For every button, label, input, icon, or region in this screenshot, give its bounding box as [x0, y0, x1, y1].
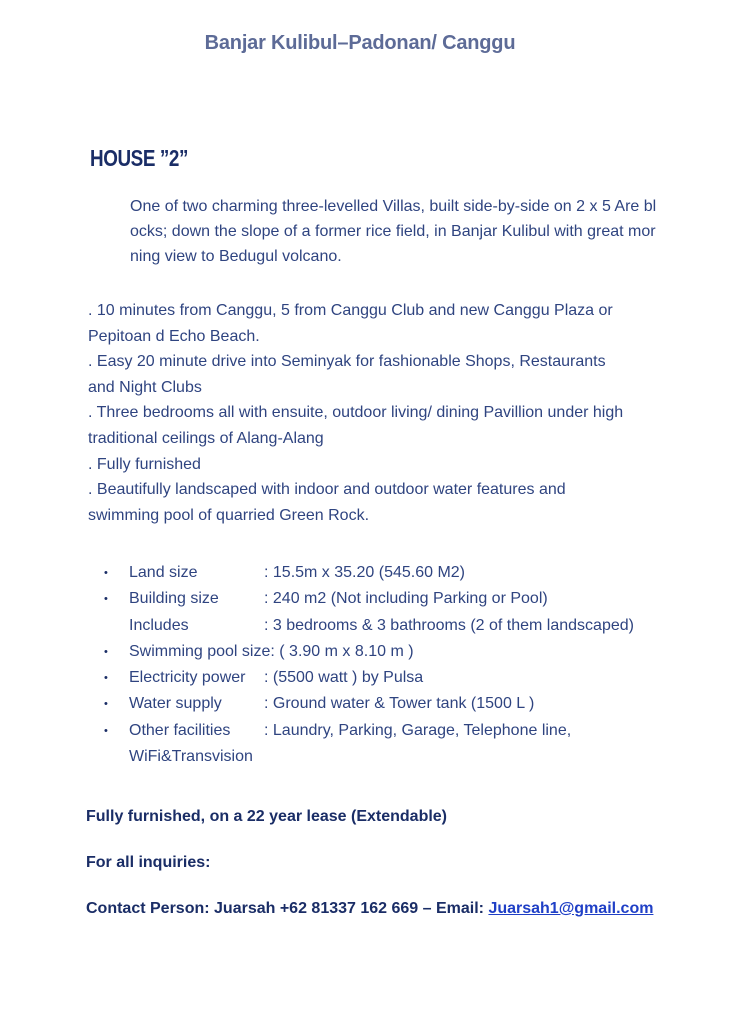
spec-label: Includes	[129, 616, 189, 634]
spec-land-size	[104, 560, 684, 586]
spec-label: Other facilities	[129, 721, 231, 739]
spec-value: WiFi&Transvision	[129, 748, 253, 766]
spec-other-facilities-continuation	[104, 744, 684, 770]
bullet-icon: •	[104, 724, 108, 737]
bullet-icon: •	[104, 593, 108, 606]
bullet-icon: •	[104, 645, 108, 658]
spec-includes	[104, 613, 684, 639]
spec-value: : 240 m2 (Not including Parking or Pool)	[264, 590, 548, 608]
spec-value: Swimming pool size: ( 3.90 m x 8.10 m )	[129, 642, 414, 660]
lease-note: Fully furnished, on a 22 year lease (Extendable)	[86, 808, 448, 825]
features-list	[88, 298, 668, 528]
specs-list	[104, 560, 684, 770]
spec-label: Water supply	[129, 695, 222, 713]
inquiries-heading: For all inquiries:	[86, 854, 211, 871]
feature-line: . Fully furnished	[88, 455, 201, 473]
contact-line	[86, 900, 653, 918]
spec-value: : Ground water & Tower tank (1500 L )	[264, 695, 535, 713]
bullet-icon: •	[104, 567, 108, 579]
feature-line: . Easy 20 minute drive into Seminyak for fashionable Shops, Restaurants	[88, 353, 606, 371]
feature-line: swimming pool of quarried Green Rock.	[88, 506, 370, 524]
feature-line: and Night Clubs	[88, 378, 202, 396]
spec-value: : (5500 watt ) by Pulsa	[264, 669, 424, 687]
spec-label: Building size	[129, 590, 219, 608]
spec-label: Electricity power	[129, 669, 246, 687]
spec-value: : Laundry, Parking, Garage, Telephone line,	[264, 721, 572, 739]
feature-line: . Three bedrooms all with ensuite, outdoor living/ dining Pavillion under high	[88, 404, 624, 422]
spec-value: : 15.5m x 35.20 (545.60 M2)	[264, 564, 465, 581]
intro-paragraph: One of two charming three-levelled Villas, built side-by-side on 2 x 5 Are blocks; down the slope of a former rice field, in Banjar Kulibul with great morning view to Bedugul volcano.	[130, 198, 657, 265]
contact-text: Contact Person: Juarsah +62 81337 162 669 – Email:	[86, 900, 489, 917]
feature-line: traditional ceilings of Alang-Alang	[88, 429, 324, 447]
spec-pool-size	[104, 639, 684, 665]
spec-electricity	[104, 665, 684, 691]
house-heading: HOUSE ”2”	[90, 145, 188, 171]
bullet-icon: •	[104, 698, 108, 711]
feature-line: . 10 minutes from Canggu, 5 from Canggu Club and new Canggu Plaza or Pepitoan d Echo Beach.	[88, 302, 613, 345]
bullet-icon: •	[104, 672, 108, 685]
spec-label: Land size	[129, 564, 198, 581]
spec-value: : 3 bedrooms & 3 bathrooms (2 of them landscaped)	[264, 616, 634, 634]
spec-other-facilities	[104, 718, 684, 744]
email-link[interactable]: Juarsah1@gmail.com	[488, 900, 654, 917]
spec-water-supply	[104, 691, 684, 717]
feature-line: . Beautifully landscaped with indoor and outdoor water features and	[88, 481, 566, 499]
page-title: Banjar Kulibul–Padonan/ Canggu	[204, 32, 516, 54]
spec-building-size	[104, 586, 684, 612]
